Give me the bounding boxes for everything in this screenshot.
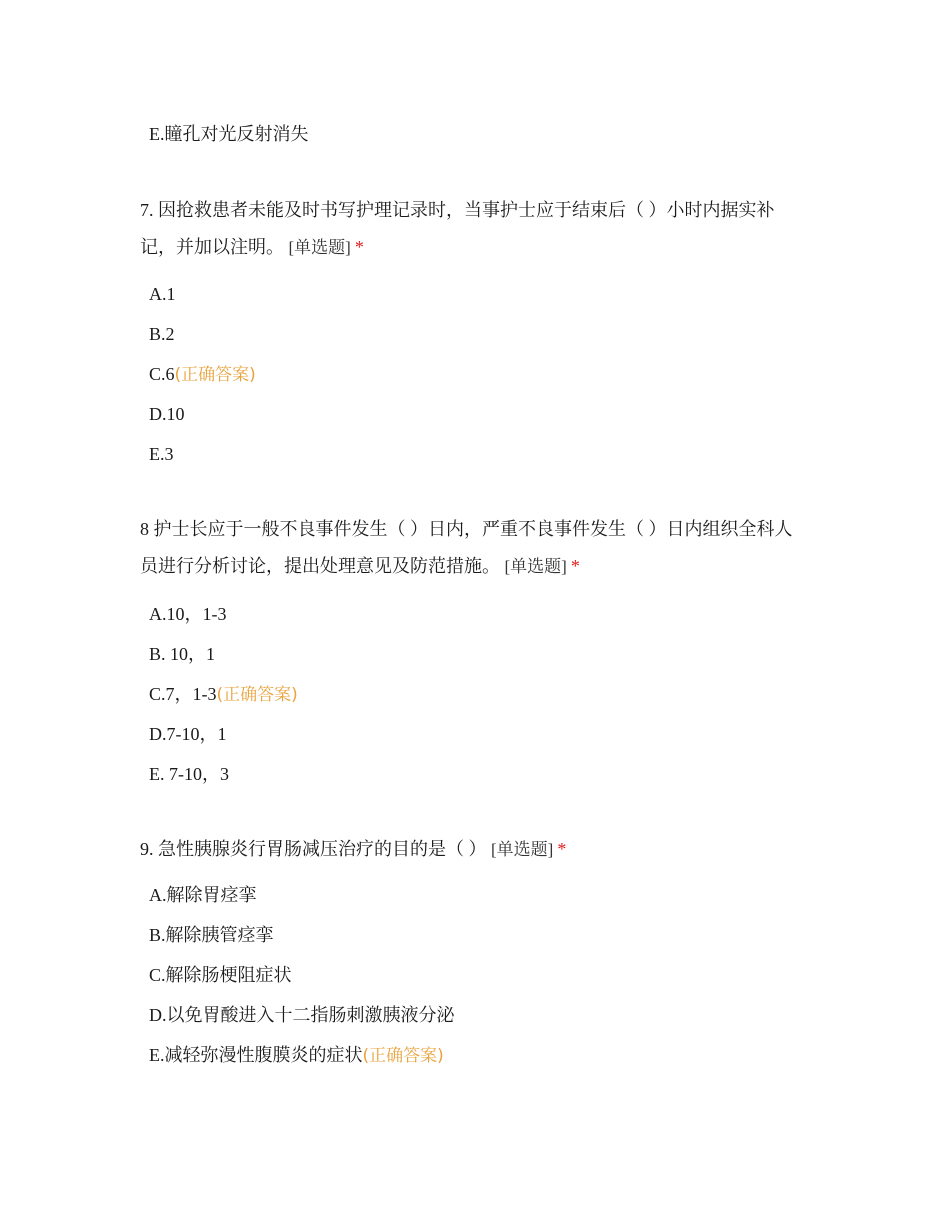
q9-option-e[interactable] xyxy=(149,1043,444,1068)
q9-option-b[interactable] xyxy=(149,923,274,947)
option-text: E.3 xyxy=(149,444,174,464)
required-star: * xyxy=(354,237,364,257)
option-text: A.10，1-3 xyxy=(149,604,227,624)
option-text: B. 10，1 xyxy=(149,644,216,664)
option-text: D.以免胃酸进入十二指肠刺激胰液分泌 xyxy=(149,1005,455,1025)
q8-option-e[interactable] xyxy=(149,762,229,786)
question-8 xyxy=(140,511,810,585)
correct-answer-label: (正确答案) xyxy=(216,685,298,705)
option-e-prev-question[interactable] xyxy=(149,122,309,146)
q9-option-c[interactable] xyxy=(149,963,292,987)
q8-option-a[interactable] xyxy=(149,602,227,626)
q7-option-a[interactable] xyxy=(149,282,176,306)
option-text: D.7-10，1 xyxy=(149,724,227,744)
option-text: E.减轻弥漫性腹膜炎的症状 xyxy=(149,1045,363,1065)
option-text: C.7，1-3 xyxy=(149,684,217,704)
option-text: A.1 xyxy=(149,284,176,304)
q9-option-d[interactable] xyxy=(149,1003,455,1027)
option-text: D.10 xyxy=(149,404,185,424)
q8-option-d[interactable] xyxy=(149,722,227,746)
question-type-tag: [单选题] xyxy=(504,557,567,576)
option-text: E. 7-10，3 xyxy=(149,764,229,784)
required-star: * xyxy=(570,556,580,576)
question-type-tag: [单选题] xyxy=(288,238,351,257)
option-text: B.2 xyxy=(149,324,175,344)
option-text: C.解除肠梗阻症状 xyxy=(149,965,292,985)
question-text: 9. 急性胰腺炎行胃肠减压治疗的目的是（ ） xyxy=(140,839,487,859)
q7-option-c[interactable] xyxy=(149,362,256,387)
question-type-tag: [单选题] xyxy=(491,840,554,859)
q8-option-c[interactable] xyxy=(149,682,298,707)
option-text: C.6 xyxy=(149,364,175,384)
q8-option-b[interactable] xyxy=(149,642,215,666)
question-7 xyxy=(140,192,810,266)
correct-answer-label: (正确答案) xyxy=(362,1046,444,1066)
option-text: B.解除胰管痉挛 xyxy=(149,925,274,945)
question-text: 7. 因抢救患者未能及时书写护理记录时，当事护士应于结束后（ ）小时内据实补记，并加以注明。 xyxy=(140,200,775,257)
option-text: A.解除胃痉挛 xyxy=(149,885,257,905)
required-star: * xyxy=(557,839,567,859)
q9-option-a[interactable] xyxy=(149,883,257,907)
question-9 xyxy=(140,831,810,868)
q7-option-b[interactable] xyxy=(149,322,175,346)
option-text: E.瞳孔对光反射消失 xyxy=(149,124,309,144)
question-text: 8 护士长应于一般不良事件发生（ ）日内，严重不良事件发生（ ）日内组织全科人员进行分析讨论，提出处理意见及防范措施。 xyxy=(140,519,793,576)
correct-answer-label: (正确答案) xyxy=(174,365,256,385)
q7-option-e[interactable] xyxy=(149,442,174,466)
q7-option-d[interactable] xyxy=(149,402,185,426)
